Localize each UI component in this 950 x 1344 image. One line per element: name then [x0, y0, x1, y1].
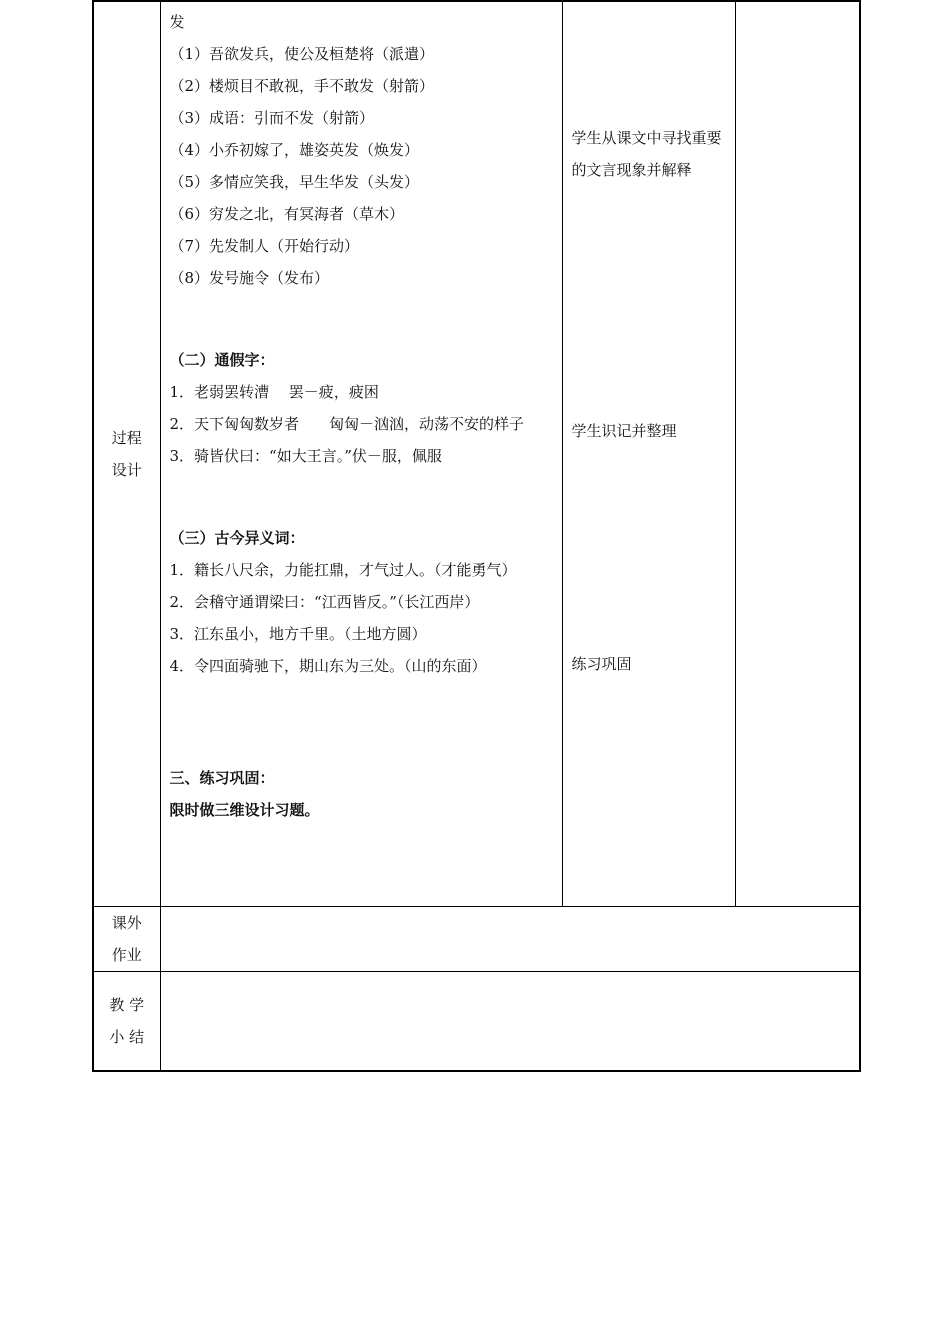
fa-line: （3）成语：引而不发（射箭）	[169, 109, 375, 127]
homework-label-line-1: 课外	[111, 913, 142, 932]
fa-line: （2）楼烦目不敢视，手不敢发（射箭）	[169, 77, 435, 95]
gujin-item: 2．会稽守通谓梁曰：“江西皆反。”（长江西岸）	[169, 593, 480, 611]
notes-cell	[735, 1, 860, 906]
activity-find-phenomena: 学生从课文中寻找重要的文言现象并解释	[571, 129, 722, 179]
tongjia-item: 2．天下匈匈数岁者 匈匈－汹汹，动荡不安的样子	[169, 415, 525, 433]
summary-label-line-1: 教 学	[109, 995, 145, 1014]
gujin-item: 1．籍长八尺余，力能扛鼎，才气过人。（才能勇气）	[169, 561, 517, 579]
tongjia-item: 3．骑皆伏曰：“如大王言。”伏－服，佩服	[169, 447, 442, 465]
summary-label-cell	[93, 971, 160, 1071]
student-activity-cell	[562, 1, 735, 906]
homework-content-cell	[160, 906, 860, 971]
summary-row	[93, 971, 860, 1071]
gujin-item: 4．令四面骑驰下，期山东为三处。（山的东面）	[169, 657, 487, 675]
fa-line: 发	[169, 13, 185, 31]
process-label-line-1: 过程	[111, 428, 142, 447]
fa-line: （4）小乔初嫁了，雄姿英发（焕发）	[169, 141, 420, 159]
activity-memorize: 学生识记并整理	[571, 422, 677, 440]
activity-practice: 练习巩固	[571, 655, 632, 673]
process-label-line-2: 设计	[111, 460, 142, 479]
fa-line: （6）穷发之北，有冥海者（草木）	[169, 205, 405, 223]
summary-label-line-2: 小 结	[109, 1027, 145, 1046]
tongjia-item: 1．老弱罢转漕 罢－疲，疲困	[169, 383, 379, 401]
process-row	[93, 1, 860, 906]
summary-content-cell	[160, 971, 860, 1071]
homework-label-line-2: 作业	[111, 945, 142, 964]
fa-line: （8）发号施令（发布）	[169, 269, 330, 287]
gujin-item: 3．江东虽小，地方千里。（土地方圆）	[169, 625, 427, 643]
process-content-cell	[160, 1, 562, 906]
homework-row	[93, 906, 860, 971]
practice-heading: 三、练习巩固：	[169, 769, 275, 787]
fa-line: （7）先发制人（开始行动）	[169, 237, 360, 255]
homework-label-cell	[93, 906, 160, 971]
practice-text: 限时做三维设计习题。	[169, 801, 320, 819]
fa-line: （1）吾欲发兵，使公及桓楚将（派遣）	[169, 45, 435, 63]
gujin-heading: （三）古今异义词：	[169, 529, 305, 547]
lesson-plan-table	[92, 0, 861, 1072]
tongjia-heading: （二）通假字：	[169, 351, 275, 369]
fa-line: （5）多情应笑我，早生华发（头发）	[169, 173, 420, 191]
process-label-cell	[93, 1, 160, 906]
